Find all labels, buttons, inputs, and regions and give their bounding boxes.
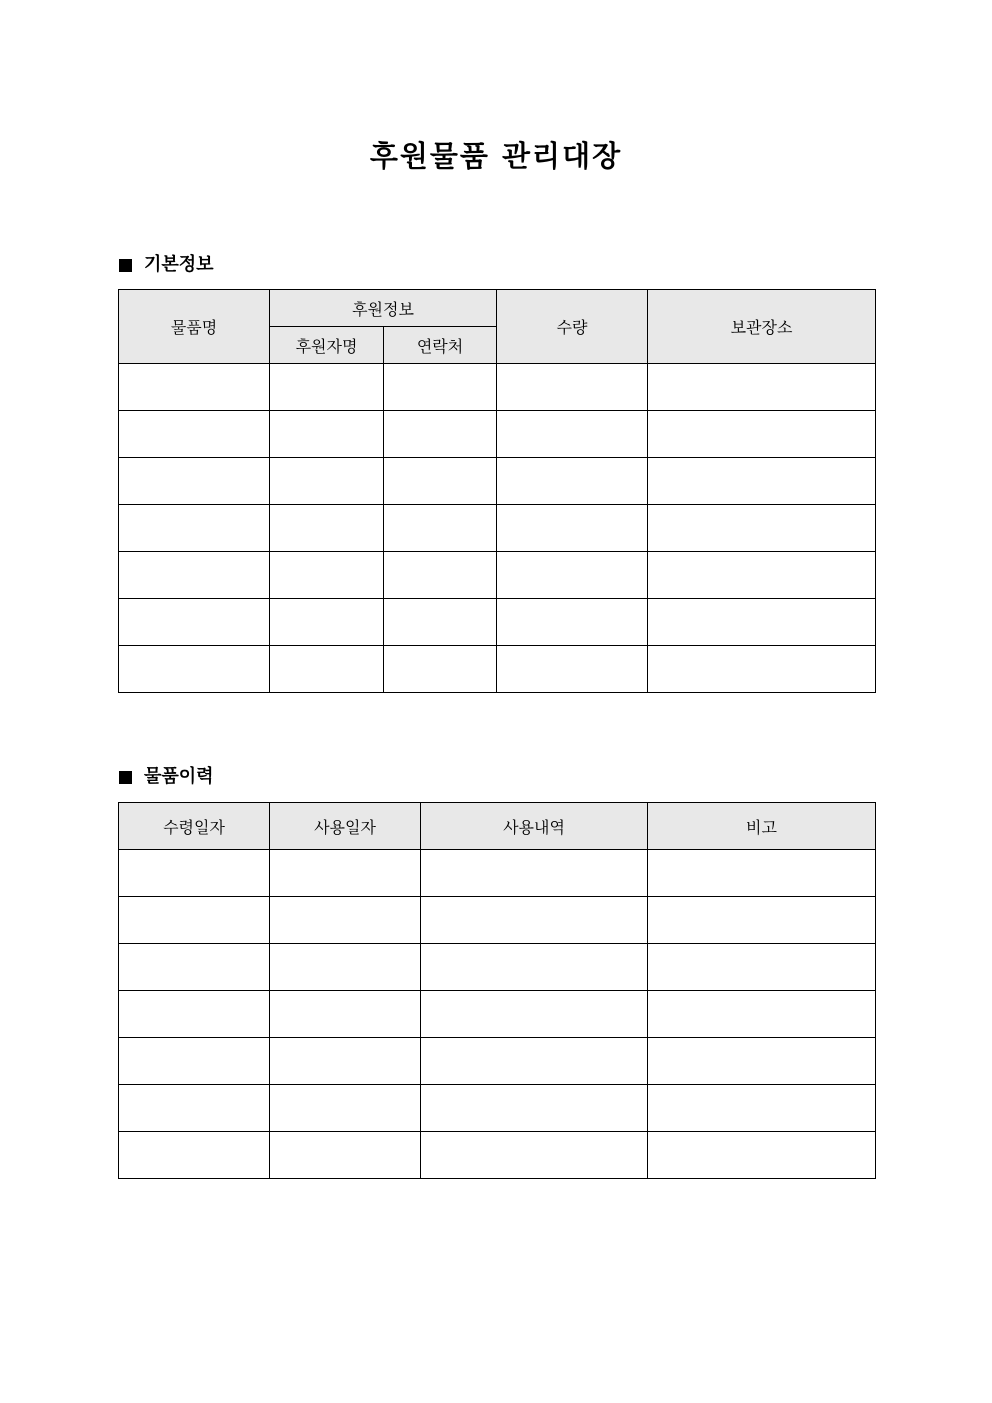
table-cell[interactable] — [270, 552, 384, 599]
table-cell[interactable] — [119, 411, 270, 458]
table-row — [119, 411, 876, 458]
table-cell[interactable] — [119, 552, 270, 599]
document-title: 후원물품 관리대장 — [369, 139, 623, 173]
table-cell[interactable] — [270, 897, 421, 944]
table-cell[interactable] — [270, 1038, 421, 1085]
table-cell[interactable] — [497, 458, 648, 505]
header-item-name: 물품명 — [119, 290, 270, 364]
table-cell[interactable] — [119, 646, 270, 693]
section-heading-basic-info — [119, 252, 214, 278]
table-cell[interactable] — [421, 897, 648, 944]
table-row — [119, 646, 876, 693]
table-cell[interactable] — [648, 850, 876, 897]
table-cell[interactable] — [270, 944, 421, 991]
square-bullet-icon — [119, 259, 132, 272]
table-cell[interactable] — [648, 944, 876, 991]
table-cell[interactable] — [648, 1132, 876, 1179]
table-cell[interactable] — [270, 505, 384, 552]
table-row — [119, 552, 876, 599]
table-cell[interactable] — [384, 552, 497, 599]
table-cell[interactable] — [270, 991, 421, 1038]
table-row — [119, 364, 876, 411]
table-cell[interactable] — [421, 1038, 648, 1085]
header-quantity: 수량 — [497, 290, 648, 364]
table-cell[interactable] — [270, 850, 421, 897]
table-cell[interactable] — [270, 1132, 421, 1179]
table-cell[interactable] — [497, 505, 648, 552]
header-sponsor-info: 후원정보 — [270, 290, 497, 327]
table-cell[interactable] — [119, 505, 270, 552]
table-cell[interactable] — [648, 991, 876, 1038]
basic-info-table — [118, 289, 876, 693]
table-cell[interactable] — [648, 505, 876, 552]
table-cell[interactable] — [497, 552, 648, 599]
header-sponsor-name: 후원자명 — [270, 327, 384, 364]
table-cell[interactable] — [648, 411, 876, 458]
table-cell[interactable] — [119, 1038, 270, 1085]
table-cell[interactable] — [270, 599, 384, 646]
table-cell[interactable] — [270, 458, 384, 505]
table-cell[interactable] — [119, 1085, 270, 1132]
table-cell[interactable] — [421, 991, 648, 1038]
table-cell[interactable] — [119, 991, 270, 1038]
table-cell[interactable] — [497, 411, 648, 458]
header-note: 비고 — [648, 803, 876, 850]
section-heading-label: 기본정보 — [144, 254, 214, 275]
section-heading-label: 물품이력 — [144, 766, 214, 787]
table-cell[interactable] — [648, 646, 876, 693]
table-cell[interactable] — [119, 850, 270, 897]
table-cell[interactable] — [384, 505, 497, 552]
table-row — [119, 850, 876, 897]
table-cell[interactable] — [421, 1132, 648, 1179]
table-cell[interactable] — [119, 897, 270, 944]
table-cell[interactable] — [119, 458, 270, 505]
table-cell[interactable] — [648, 552, 876, 599]
table-cell[interactable] — [497, 599, 648, 646]
table-cell[interactable] — [421, 850, 648, 897]
table-cell[interactable] — [119, 1132, 270, 1179]
square-bullet-icon — [119, 771, 132, 784]
table-cell[interactable] — [384, 458, 497, 505]
table-row — [119, 458, 876, 505]
table-cell[interactable] — [648, 1085, 876, 1132]
table-cell[interactable] — [648, 1038, 876, 1085]
table-cell[interactable] — [119, 364, 270, 411]
table-cell[interactable] — [648, 458, 876, 505]
table-row — [119, 1085, 876, 1132]
header-contact: 연락처 — [384, 327, 497, 364]
table-cell[interactable] — [384, 411, 497, 458]
table-cell[interactable] — [270, 646, 384, 693]
table-cell[interactable] — [648, 364, 876, 411]
table-row — [119, 599, 876, 646]
table-cell[interactable] — [119, 599, 270, 646]
section-heading-item-history — [119, 764, 214, 790]
table-row — [119, 1132, 876, 1179]
table-row — [119, 505, 876, 552]
table-cell[interactable] — [270, 1085, 421, 1132]
table-cell[interactable] — [421, 944, 648, 991]
table-row — [119, 897, 876, 944]
table-cell[interactable] — [384, 599, 497, 646]
table-cell[interactable] — [270, 411, 384, 458]
header-used-date: 사용일자 — [270, 803, 421, 850]
table-cell[interactable] — [648, 897, 876, 944]
table-cell[interactable] — [270, 364, 384, 411]
table-row — [119, 991, 876, 1038]
item-history-table — [118, 802, 876, 1179]
table-cell[interactable] — [384, 646, 497, 693]
header-storage-location: 보관장소 — [648, 290, 876, 364]
table-cell[interactable] — [648, 599, 876, 646]
table-cell[interactable] — [384, 364, 497, 411]
table-cell[interactable] — [497, 646, 648, 693]
table-cell[interactable] — [421, 1085, 648, 1132]
header-received-date: 수령일자 — [119, 803, 270, 850]
table-row — [119, 944, 876, 991]
table-cell[interactable] — [497, 364, 648, 411]
table-cell[interactable] — [119, 944, 270, 991]
table-row — [119, 1038, 876, 1085]
header-usage-details: 사용내역 — [421, 803, 648, 850]
